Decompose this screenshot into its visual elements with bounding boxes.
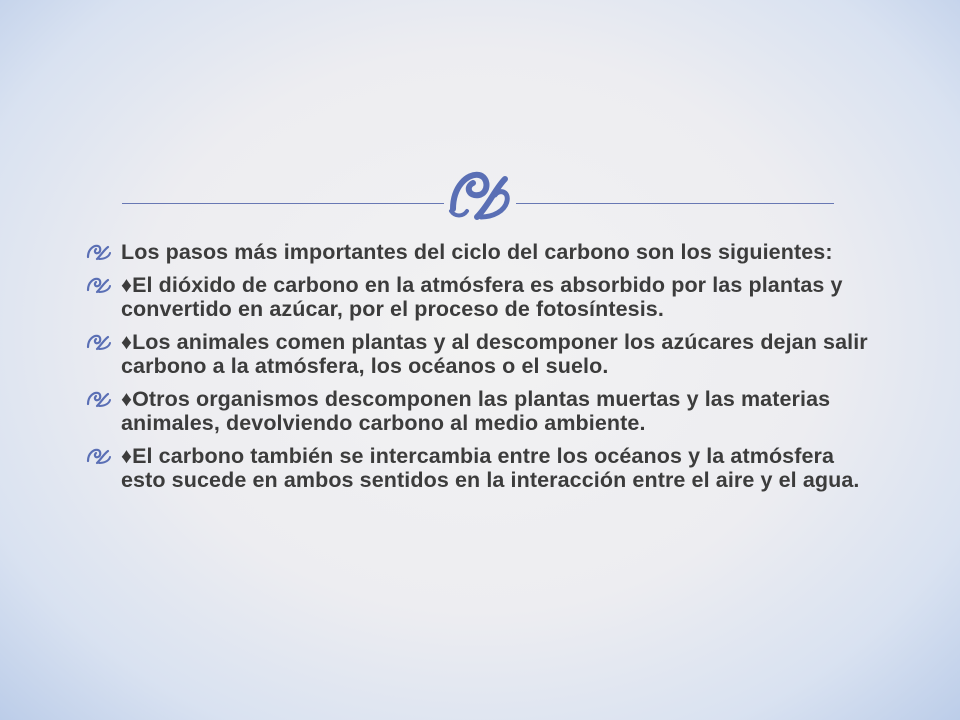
scroll-bullet-icon [86, 273, 121, 296]
scroll-ornament-icon [445, 165, 515, 225]
bullet-text: ♦El carbono también se intercambia entre los océanos y la atmósfera esto sucede en ambos sentidos en la interacción entre el aire y el agua. [121, 444, 860, 492]
title-divider-right [516, 203, 834, 204]
scroll-bullet-icon [86, 240, 121, 263]
list-item [86, 240, 876, 264]
title-divider-left [122, 203, 444, 204]
bullet-text: Los pasos más importantes del ciclo del carbono son los siguientes: [121, 240, 833, 264]
list-item [86, 444, 876, 492]
list-item [86, 387, 876, 435]
bullet-text: ♦Otros organismos descomponen las plantas muertas y las materias animales, devolviendo carbono al medio ambiente. [121, 387, 831, 435]
scroll-bullet-icon [86, 444, 121, 467]
bullet-text: ♦El dióxido de carbono en la atmósfera es absorbido por las plantas y convertido en azúcar, por el proceso de fotosíntesis. [121, 273, 843, 321]
list-item [86, 330, 876, 378]
scroll-bullet-icon [86, 387, 121, 410]
scroll-bullet-icon [86, 330, 121, 353]
list-item [86, 273, 876, 321]
bullet-text: ♦Los animales comen plantas y al descomponer los azúcares dejan salir carbono a la atmósfera, los océanos o el suelo. [121, 330, 868, 378]
bullet-list [86, 240, 876, 501]
